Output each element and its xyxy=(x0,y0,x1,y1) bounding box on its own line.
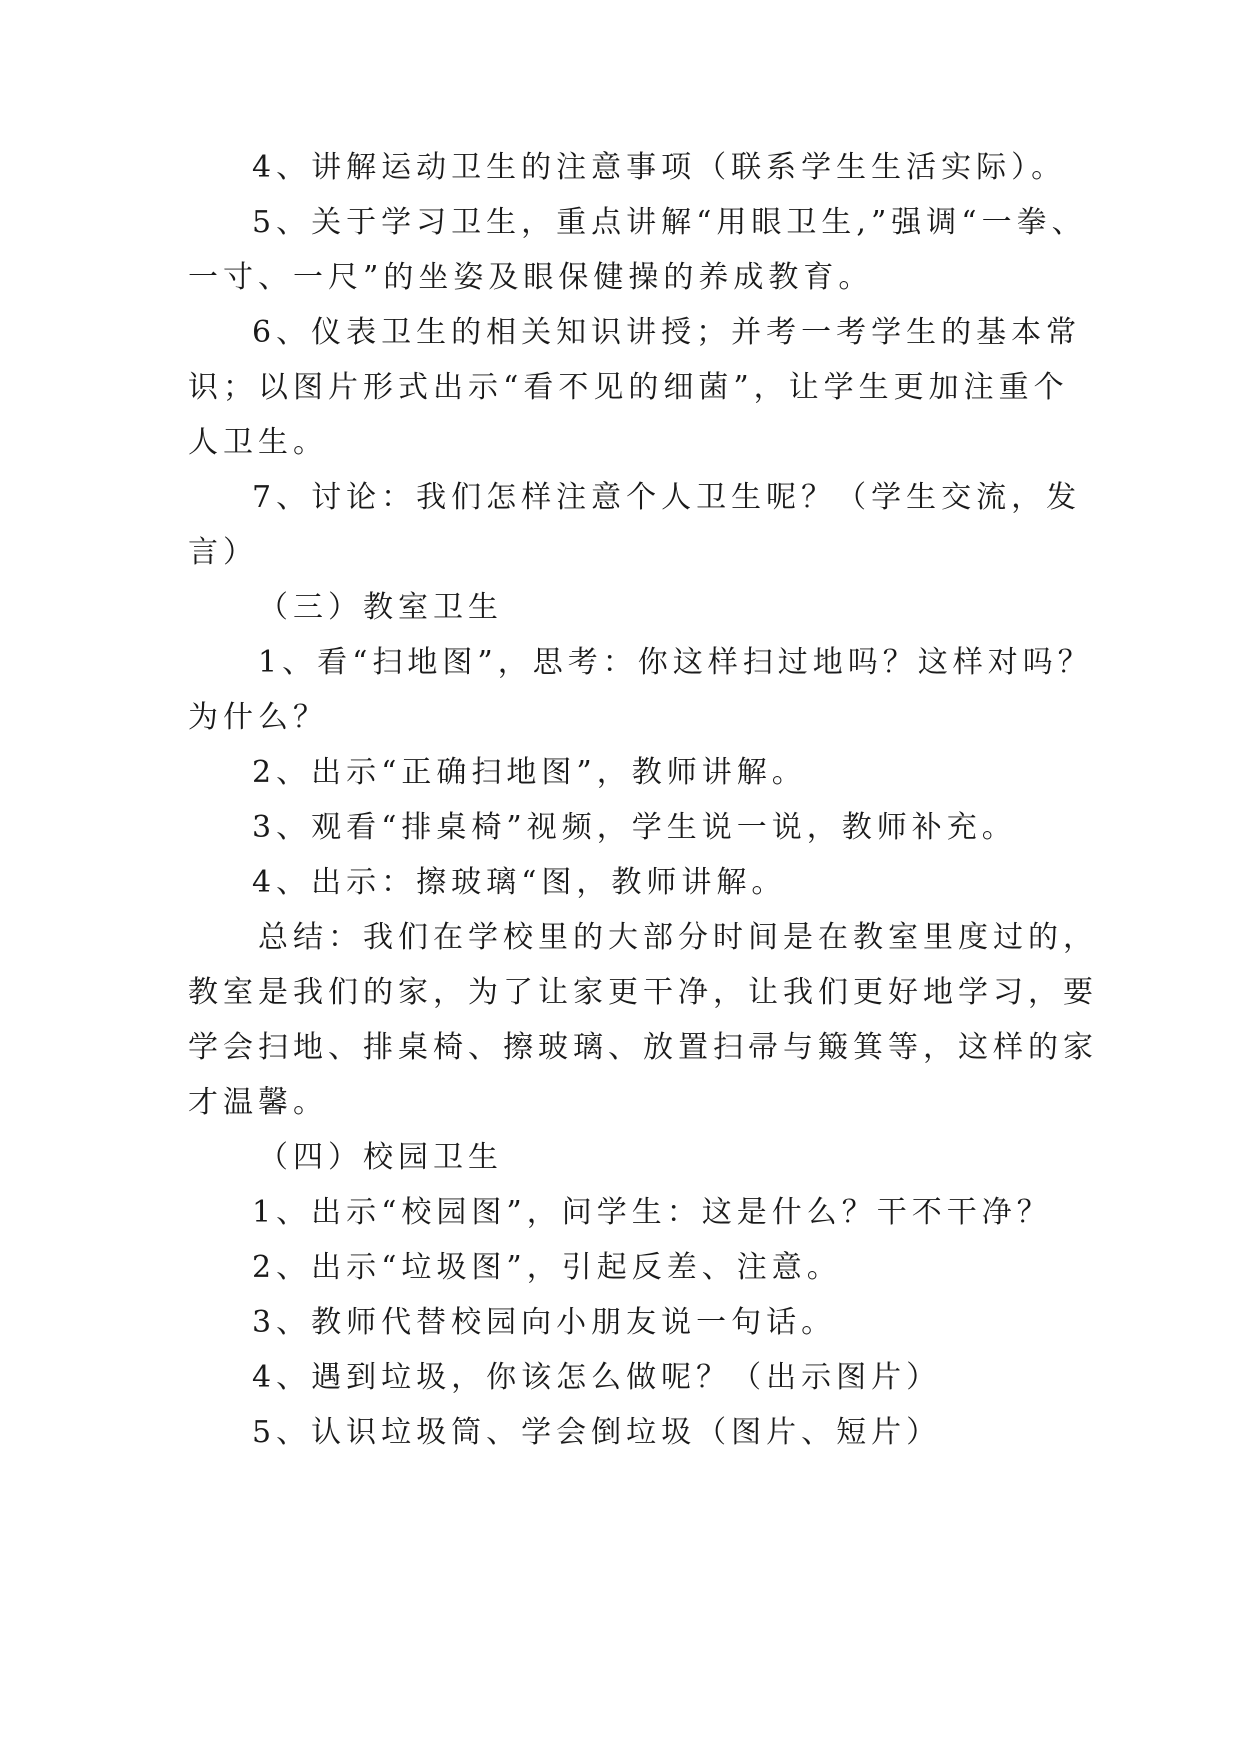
paragraph-line: 为什么？ xyxy=(188,700,328,735)
paragraph-line: 6、仪表卫生的相关知识讲授；并考一考学生的基本常 xyxy=(252,315,1082,350)
paragraph-line: 一寸、一尺”的坐姿及眼保健操的养成教育。 xyxy=(188,260,874,295)
paragraph-line: 学会扫地、排桌椅、擦玻璃、放置扫帚与簸箕等，这样的家 xyxy=(188,1030,1098,1065)
section-heading: （三）教室卫生 xyxy=(258,590,503,625)
paragraph-line: 5、关于学习卫生，重点讲解“用眼卫生,”强调“一拳、 xyxy=(252,205,1087,240)
paragraph-line: 人卫生。 xyxy=(188,425,328,460)
paragraph-line: 教室是我们的家，为了让家更干净，让我们更好地学习，要 xyxy=(188,975,1098,1010)
paragraph-line: 2、出示“垃圾图”，引起反差、注意。 xyxy=(252,1250,842,1285)
paragraph-line: 4、出示：擦玻璃“图，教师讲解。 xyxy=(252,865,787,900)
paragraph-line: 4、讲解运动卫生的注意事项（联系学生生活实际）。 xyxy=(252,150,1067,185)
paragraph-line: 1、看“扫地图”，思考：你这样扫过地吗？这样对吗？ xyxy=(258,645,1093,680)
paragraph-line: 才温馨。 xyxy=(188,1085,328,1120)
paragraph-line: 言） xyxy=(188,535,258,570)
paragraph-line: 4、遇到垃圾，你该怎么做呢？（出示图片） xyxy=(252,1360,942,1395)
paragraph-line: 1、出示“校园图”，问学生：这是什么？干不干净？ xyxy=(252,1195,1052,1230)
paragraph-line: 3、观看“排桌椅”视频，学生说一说，教师补充。 xyxy=(252,810,1017,845)
paragraph-line: 7、讨论：我们怎样注意个人卫生呢？（学生交流，发 xyxy=(252,480,1082,515)
paragraph-line: 总结：我们在学校里的大部分时间是在教室里度过的， xyxy=(258,920,1098,955)
paragraph-line: 2、出示“正确扫地图”，教师讲解。 xyxy=(252,755,807,790)
paragraph-line: 5、认识垃圾筒、学会倒垃圾（图片、短片） xyxy=(252,1415,942,1450)
paragraph-line: 识；以图片形式出示“看不见的细菌”，让学生更加注重个 xyxy=(188,370,1069,405)
section-heading: （四）校园卫生 xyxy=(258,1140,503,1175)
paragraph-line: 3、教师代替校园向小朋友说一句话。 xyxy=(252,1305,837,1340)
